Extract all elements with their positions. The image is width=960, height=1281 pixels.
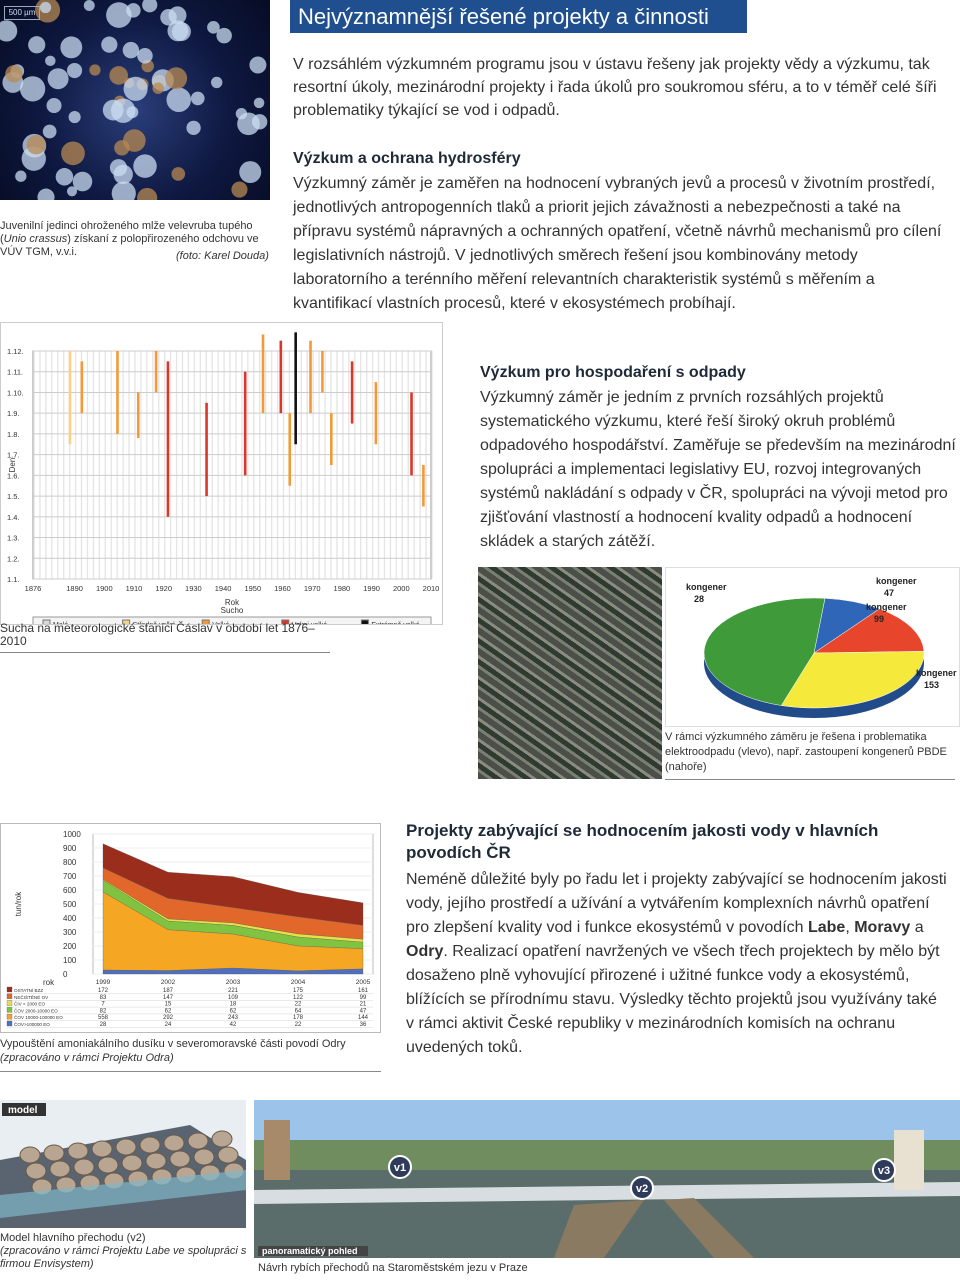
pano-building: [894, 1130, 924, 1190]
micro-caption-italic: Unio crassus: [3, 233, 68, 245]
larva-dot: [43, 125, 57, 139]
x-tick-label: 1890: [66, 584, 83, 593]
x-tick-label: 1940: [214, 584, 232, 593]
page-title: Nejvýznamnější řešené projekty a činnosti: [290, 0, 747, 33]
larva-dot: [249, 56, 266, 73]
drought-event: [309, 341, 312, 414]
model-caption-text: Model hlavního přechodu (v2): [0, 1232, 146, 1244]
pano-svg: [254, 1100, 960, 1258]
legend-swatch: [7, 1007, 12, 1012]
hydro-body: Výzkumný záměr je zaměřen na hodnocení vybraných jevů a procesů v životním prostředí, jednotlivých antropogenních tlaků a priorit jejich závažnosti a nebezpečnosti a také na přípravu systémů nápravných a ochranných opatření, včetně návrhů mechanismů pro cílení legislativních nástrojů. V jednotlivých směrech řešení jsou kombinovány metody laboratorního a terénního měření relevantních charakteristik systémů s měřením a kvantifikací vlastních procesů, které v ekosystémech probíhají.: [293, 175, 942, 312]
pie-label-value: 28: [694, 594, 705, 604]
larva-dot: [67, 63, 82, 78]
x-tick-label: 2005: [355, 979, 371, 986]
drought-event: [137, 392, 140, 438]
larva-dot: [166, 88, 191, 113]
x-tick-label: 1900: [95, 584, 113, 593]
table-cell: 36: [359, 1022, 367, 1028]
legend-swatch: [7, 1021, 12, 1026]
drought-event: [330, 413, 333, 465]
legend-label: OSTATNÍ BZZ: [14, 988, 44, 993]
pano-tower: [264, 1120, 290, 1180]
larva-dot: [137, 188, 157, 200]
y-tick-label: 1.9.: [7, 409, 20, 419]
larva-dot: [167, 20, 188, 41]
model-boulder: [68, 1143, 88, 1159]
model-boulder: [212, 1131, 232, 1147]
legend-label: ČOV 10000-100000 EO: [14, 1015, 63, 1021]
table-cell: 161: [357, 988, 369, 994]
water-body: [406, 868, 948, 1060]
larva-dot: [152, 83, 163, 94]
water-body-1: Neméně důležité byly po řadu let i projekty zabývající se hodnocením jakosti vody, jejího prostředí a užívání a vytvářením komplexních návrhů opatření pro zlepšení kvality vod i funkce ekosystémů v povodích: [406, 871, 947, 936]
larva-dot: [123, 129, 146, 152]
model-boulder: [218, 1147, 238, 1163]
larva-dot: [37, 189, 54, 200]
x-tick-label: 1910: [125, 584, 143, 593]
waste-title: Výzkum pro hospodaření s odpady: [480, 364, 746, 381]
x-tick-label: 2003: [225, 979, 241, 986]
table-cell: 62: [229, 1008, 237, 1015]
table-cell: 558: [97, 1015, 109, 1022]
y-tick-label: 1.8.: [7, 429, 20, 439]
table-cell: 47: [359, 1008, 367, 1015]
x-tick-label: 1876: [24, 584, 42, 593]
larva-dot: [137, 48, 153, 64]
table-cell: 21: [359, 1001, 367, 1008]
legend-swatch: [7, 1014, 12, 1019]
pie-label-name: kongener: [866, 602, 907, 612]
y-tick-label: 1.10.: [7, 388, 24, 398]
model-boulder: [122, 1155, 142, 1171]
x-tick-label: 1999: [95, 979, 111, 986]
legend-label: [371, 622, 419, 624]
ewaste-caption: V rámci výzkumného záměru je řešena i problematika elektroodpadu (vlevo), např. zastoupení kongenerů PBDE (nahoře): [665, 730, 955, 780]
larva-dot: [239, 161, 261, 183]
x-tick-label: 2004: [290, 979, 306, 986]
larva-dot: [0, 20, 17, 41]
larva-dot: [40, 2, 51, 13]
pie-label-name: kongener: [686, 582, 727, 592]
drought-event: [244, 372, 247, 476]
larva-dot: [48, 68, 69, 89]
table-cell: 18: [229, 1001, 237, 1008]
micro-dots: [0, 0, 270, 200]
x-axis-label: Rok: [224, 598, 240, 607]
legend-swatch: [7, 987, 12, 992]
y-tick-label: 1.1.: [7, 575, 20, 584]
micro-caption-text-2: ) získaní z polopřirozeného odchovu ve VÚV TGM, v.v.i.: [0, 233, 259, 258]
model-label: model: [8, 1105, 38, 1116]
larva-dot: [56, 168, 74, 186]
model-boulder: [194, 1149, 214, 1165]
table-cell: 221: [227, 988, 239, 994]
model-render: [0, 1100, 246, 1228]
legend-swatch: [7, 994, 12, 999]
larva-dot: [101, 37, 117, 53]
model-boulder: [50, 1161, 70, 1177]
river-labe: Labe: [807, 919, 846, 936]
larva-dot: [191, 92, 205, 106]
larva-dot: [124, 77, 148, 101]
larva-dot: [216, 28, 232, 44]
y-tick-label: 700: [63, 872, 77, 881]
drought-event: [69, 351, 72, 444]
table-cell: 62: [164, 1008, 172, 1015]
larva-dot: [252, 114, 267, 129]
larva-dot: [133, 154, 156, 177]
larva-dot: [112, 181, 136, 200]
y-tick-label: 600: [63, 886, 77, 895]
larva-dot: [109, 66, 128, 85]
drought-event: [410, 392, 413, 475]
y-tick-label: 900: [63, 844, 77, 853]
x-tick-label: 1930: [185, 584, 202, 593]
larva-dot: [111, 98, 135, 122]
river-morava: Moravy: [854, 919, 911, 936]
y-tick-label: 1.4.: [7, 512, 20, 522]
larva-dot: [186, 121, 200, 135]
model-boulder: [116, 1139, 136, 1155]
y-tick-label: 1000: [63, 830, 81, 839]
table-cell: 28: [99, 1022, 107, 1028]
model-boulder: [188, 1133, 208, 1149]
model-boulder: [98, 1157, 118, 1173]
larva-dot: [165, 67, 187, 89]
water-body-3: . Realizací opatření navržených ve všech třech projektech by mělo být dosaženo plně vyhovující přirozené i užitné funkce vody a ekosystémů, blížících se přírodnímu stavu. Výsledky těchto projektů jsou využívány také v rámci aktivit České republiky v mezinárodních komisích na ochranu uvedených toků.: [406, 943, 940, 1056]
panorama-photo: [254, 1100, 960, 1258]
drought-event: [155, 351, 158, 392]
drought-event: [294, 332, 297, 444]
y-tick-label: 1.12.: [7, 347, 24, 356]
table-cell: 147: [162, 994, 174, 1001]
y-tick-label: 1.7.: [7, 450, 20, 460]
table-cell: 22: [294, 1022, 302, 1028]
intro-paragraph: V rozsáhlém výzkumném programu jsou v ústavu řešeny jak projekty vědy a výzkumu, tak resortní úkoly, mezinárodní projekty i řada úkolů pro soukromou sféru, a to v téměř celé šíři problematiky týkající se vod i odpadů.: [293, 56, 937, 119]
larva-dot: [211, 77, 222, 88]
pie-label-name: kongener: [916, 668, 957, 678]
y-axis-label: Den: [8, 457, 17, 473]
pano-label: panoramatický pohled: [262, 1246, 358, 1256]
legend-label: ČOV>100000 EO: [14, 1022, 50, 1027]
drought-event: [288, 413, 291, 486]
micro-caption-text: Juvenilní jedinci ohroženého mlže velevruba tupého (: [0, 220, 253, 245]
pie-label-value: 153: [924, 680, 940, 690]
model-boulder: [20, 1147, 40, 1163]
y-tick-label: 1.6.: [7, 471, 20, 481]
larva-dot: [69, 111, 81, 123]
larva-dot: [231, 182, 247, 198]
table-header-label: rok: [43, 978, 55, 987]
drought-caption: Sucha na meteorologické stanici Čáslav v období let 1876–2010: [0, 622, 330, 653]
drought-event: [262, 334, 265, 413]
larva-dot: [106, 2, 132, 28]
larva-dot: [171, 167, 185, 181]
x-tick-label: 1980: [333, 584, 351, 593]
pbde-pie-chart: [665, 567, 960, 727]
ammonia-caption-italic: (zpracováno v rámci Projektu Odra): [0, 1052, 174, 1064]
table-cell: 42: [229, 1022, 237, 1028]
table-cell: 122: [292, 994, 304, 1001]
pie-label-value: 99: [874, 614, 885, 624]
model-boulder: [44, 1145, 64, 1161]
drought-event: [422, 465, 425, 506]
larva-dot: [28, 36, 45, 53]
drought-chart: [0, 322, 443, 625]
table-cell: 172: [97, 988, 109, 994]
pie-label-name: kongener: [876, 576, 917, 586]
larva-dot: [26, 135, 45, 154]
water-title: Projekty zabývající se hodnocením jakosti vody v hlavních povodích ČR: [406, 821, 879, 862]
larva-dot: [73, 172, 93, 192]
mussel-micro-photo: [0, 0, 270, 200]
y-tick-label: 500: [63, 900, 77, 909]
larva-dot: [123, 42, 139, 58]
model-boulder: [146, 1153, 166, 1169]
table-cell: 15: [164, 1001, 172, 1008]
y-tick-label: 0: [63, 970, 68, 979]
x-tick-label: 1970: [303, 584, 321, 593]
legend-swatch: [7, 1001, 12, 1006]
larva-dot: [20, 76, 45, 101]
model-boulder: [26, 1163, 46, 1179]
pie-label-value: 47: [884, 588, 895, 598]
larva-dot: [254, 98, 265, 109]
river-odra: Odry: [406, 943, 444, 960]
table-cell: 144: [357, 1015, 369, 1022]
table-cell: 7: [101, 1001, 105, 1008]
y-tick-label: 200: [63, 942, 77, 951]
larva-dot: [45, 56, 55, 66]
ewaste-photo: [478, 567, 662, 779]
table-cell: 109: [227, 994, 239, 1001]
x-tick-label: 2010: [422, 584, 440, 593]
x-tick-label: 1960: [274, 584, 291, 593]
scale-bar: 500 µm: [4, 6, 40, 20]
table-cell: 99: [359, 994, 367, 1001]
y-tick-label: 1.3.: [7, 533, 20, 543]
larva-dot: [89, 64, 100, 75]
y-tick-label: 400: [63, 914, 77, 923]
larva-dot: [15, 171, 26, 182]
legend-swatch: [361, 620, 368, 624]
y-tick-label: 1.11.: [7, 367, 24, 377]
ammonia-chart-svg: [1, 824, 380, 1032]
y-tick-label: 300: [63, 928, 77, 937]
pano-tag-label: v2: [635, 1183, 649, 1195]
table-cell: 82: [99, 1008, 107, 1015]
drought-event: [116, 351, 119, 434]
y-tick-label: 100: [63, 956, 77, 965]
model-caption: [0, 1232, 250, 1271]
drought-event: [167, 361, 170, 516]
legend-label: NEČIŠTĚNÉ OV: [14, 994, 49, 1000]
x-tick-label: 1990: [363, 584, 380, 593]
larva-dot: [5, 65, 22, 82]
table-cell: 22: [294, 1001, 302, 1008]
ammonia-caption: [0, 1037, 381, 1072]
legend-title: Sucho: [220, 606, 244, 615]
hydro-title: Výzkum a ochrana hydrosféry: [293, 150, 521, 167]
water-body-2: a: [910, 919, 924, 936]
model-boulder: [140, 1137, 160, 1153]
pano-caption: Návrh rybích přechodů na Staroměstském jezu v Praze: [258, 1262, 528, 1274]
table-cell: 292: [162, 1015, 174, 1022]
model-boulder: [92, 1141, 112, 1157]
drought-event: [280, 341, 283, 414]
y-axis-label: tun/rok: [14, 891, 23, 917]
legend-label: ČIV < 2000 EO: [14, 1001, 46, 1007]
plot-area: [33, 351, 431, 579]
model-boulder: [170, 1151, 190, 1167]
ammonia-caption-text: Vypouštění amoniakálního dusíku v severomoravské části povodí Odry: [0, 1038, 346, 1050]
pano-tag-label: v3: [877, 1165, 891, 1177]
table-cell: 178: [292, 1015, 304, 1022]
x-tick-label: 1920: [155, 584, 173, 593]
x-tick-label: 1950: [244, 584, 262, 593]
model-boulder: [74, 1159, 94, 1175]
table-cell: 24: [164, 1022, 172, 1028]
x-tick-label: 2002: [160, 979, 176, 986]
legend-label: ČOV 2000-10000 EO: [14, 1008, 58, 1014]
model-caption-italic: (zpracováno v rámci Projektu Labe ve spolupráci s firmou Envisystem): [0, 1245, 247, 1270]
pano-tag-label: v1: [393, 1162, 407, 1174]
table-cell: 64: [294, 1008, 302, 1015]
ammonia-chart: [0, 823, 381, 1033]
x-tick-label: 2000: [392, 584, 410, 593]
pie-svg: [666, 568, 959, 726]
model-boulder: [164, 1135, 184, 1151]
larva-dot: [61, 141, 85, 165]
drought-event: [351, 361, 354, 423]
table-cell: 83: [99, 994, 107, 1001]
micro-credit: (foto: Karel Douda): [176, 250, 269, 262]
water-sep: ,: [845, 919, 855, 936]
pano-city: [254, 1140, 960, 1175]
table-cell: 175: [292, 988, 304, 994]
model-svg: [0, 1100, 246, 1228]
larva-dot: [113, 165, 132, 184]
drought-event: [375, 382, 378, 444]
drought-event: [205, 403, 208, 496]
larva-dot: [47, 98, 62, 113]
drought-chart-svg: [1, 323, 442, 624]
drought-event: [81, 361, 84, 413]
larva-dot: [60, 36, 82, 58]
table-cell: 243: [227, 1015, 239, 1022]
y-tick-label: 800: [63, 858, 77, 867]
larva-dot: [84, 0, 95, 11]
table-cell: 187: [162, 988, 174, 994]
drought-event: [321, 351, 324, 392]
y-tick-label: 1.5.: [7, 492, 20, 502]
larva-dot: [142, 0, 157, 12]
waste-body: Výzkumný záměr je jedním z prvních rozsáhlých projektů systematického výzkumu, které řeší široký okruh problémů odpadového hospodářství. Zaměřuje se především na mezinárodní spolupráci a implementaci legislativy EU, rozvoj integrovaných systémů nakládání s odpady v ČR, spolupráci na vývoji metod pro zjišťování vlastností a hodnocení kvality odpadů a hodnocení skládek a starých zátěží.: [480, 389, 956, 550]
y-tick-label: 1.2.: [7, 554, 20, 564]
